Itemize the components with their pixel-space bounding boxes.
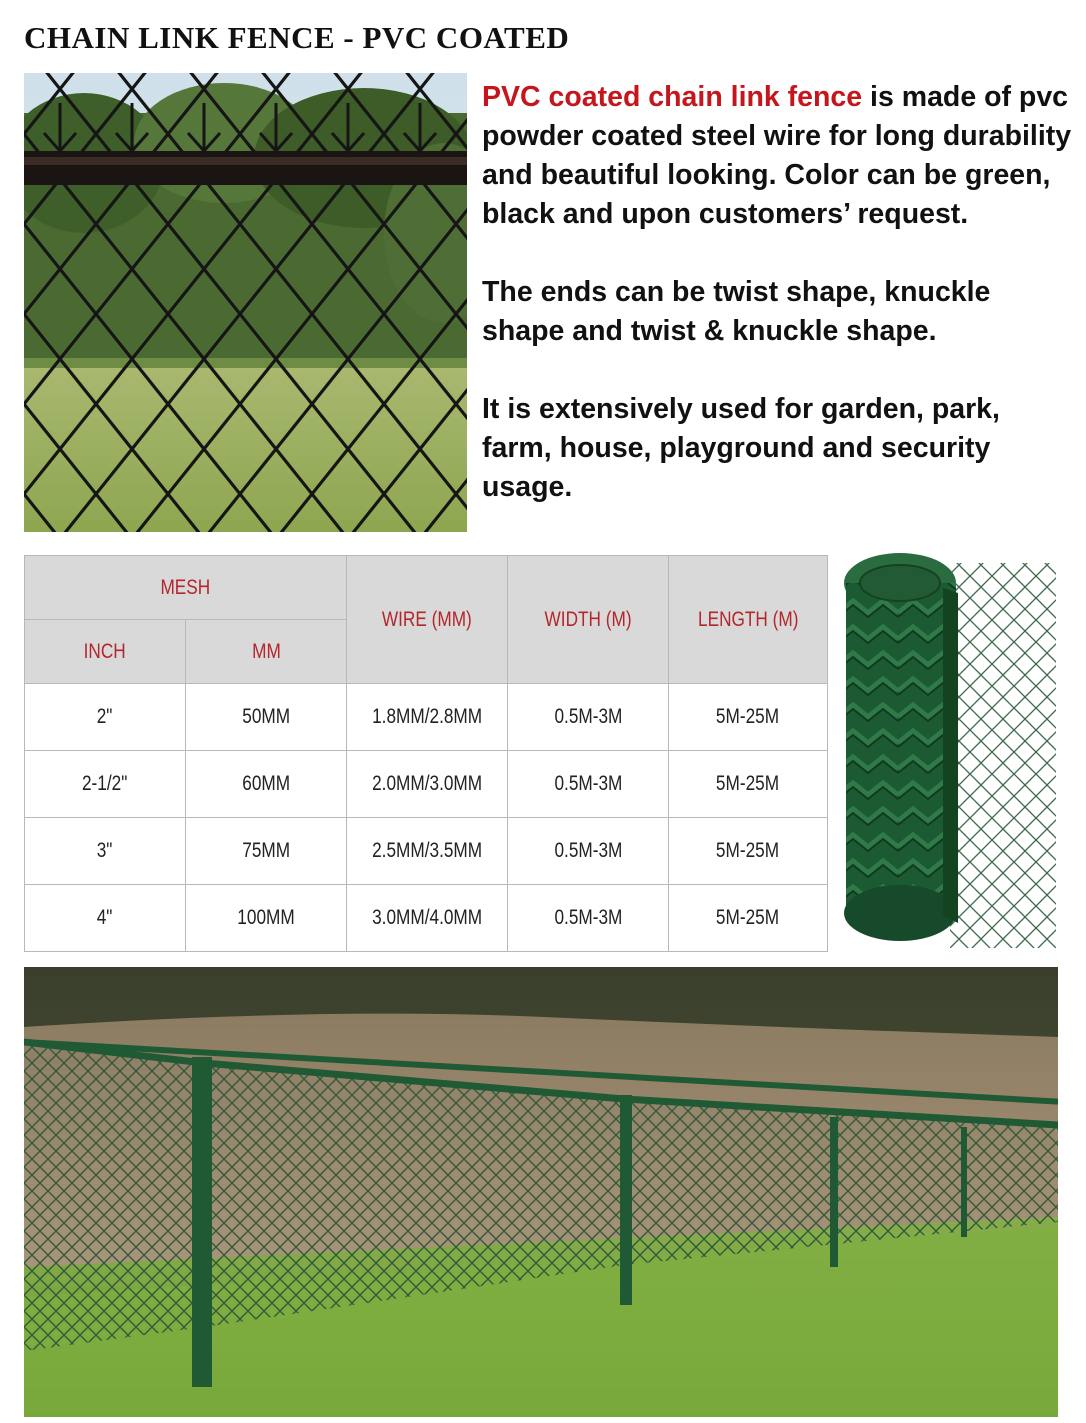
header-inch: INCH — [25, 620, 186, 684]
cell-wire: 2.0MM/3.0MM — [347, 751, 508, 818]
cell-mm: 60MM — [186, 751, 347, 818]
cell-length: 5M-25M — [669, 751, 828, 818]
header-wire: WIRE (MM) — [347, 556, 508, 684]
cell-mm: 100MM — [186, 885, 347, 952]
description-paragraph-3: It is extensively used for garden, park, farm, house, playground and security usage. — [482, 393, 1000, 503]
cell-length: 5M-25M — [669, 885, 828, 952]
cell-inch: 2" — [25, 684, 186, 751]
header-width: WIDTH (M) — [508, 556, 669, 684]
cell-mm: 75MM — [186, 818, 347, 885]
green-chain-link-roll-photo — [838, 543, 1058, 953]
header-length: LENGTH (M) — [669, 556, 828, 684]
table-row — [25, 684, 828, 751]
table-row — [25, 885, 828, 952]
product-name-highlight: PVC coated chain link fence — [482, 81, 863, 113]
green-fence-field-photo — [24, 967, 1058, 1417]
cell-length: 5M-25M — [669, 818, 828, 885]
cell-width: 0.5M-3M — [508, 751, 669, 818]
cell-inch: 3" — [25, 818, 186, 885]
cell-inch: 4" — [25, 885, 186, 952]
product-description — [482, 78, 1072, 546]
table-row — [25, 818, 828, 885]
cell-length: 5M-25M — [669, 684, 828, 751]
cell-wire: 2.5MM/3.5MM — [347, 818, 508, 885]
table-row — [25, 751, 828, 818]
description-text: is made of pvc powder coated steel wire for long durability and beautiful looking. Color can be green, black and upon customers’ request. — [482, 81, 1072, 230]
description-paragraph-2: The ends can be twist shape, knuckle shape and twist & knuckle shape. — [482, 276, 991, 347]
cell-wire: 3.0MM/4.0MM — [347, 885, 508, 952]
specification-table — [24, 555, 828, 952]
description-paragraph-1 — [482, 78, 1072, 234]
header-mm: MM — [186, 620, 347, 684]
cell-inch: 2-1/2" — [25, 751, 186, 818]
cell-width: 0.5M-3M — [508, 818, 669, 885]
cell-width: 0.5M-3M — [508, 684, 669, 751]
cell-wire: 1.8MM/2.8MM — [347, 684, 508, 751]
page-title: CHAIN LINK FENCE - PVC COATED — [24, 20, 570, 55]
cell-width: 0.5M-3M — [508, 885, 669, 952]
cell-mm: 50MM — [186, 684, 347, 751]
black-chain-link-fence-photo — [24, 73, 467, 532]
header-mesh: MESH — [25, 556, 347, 620]
